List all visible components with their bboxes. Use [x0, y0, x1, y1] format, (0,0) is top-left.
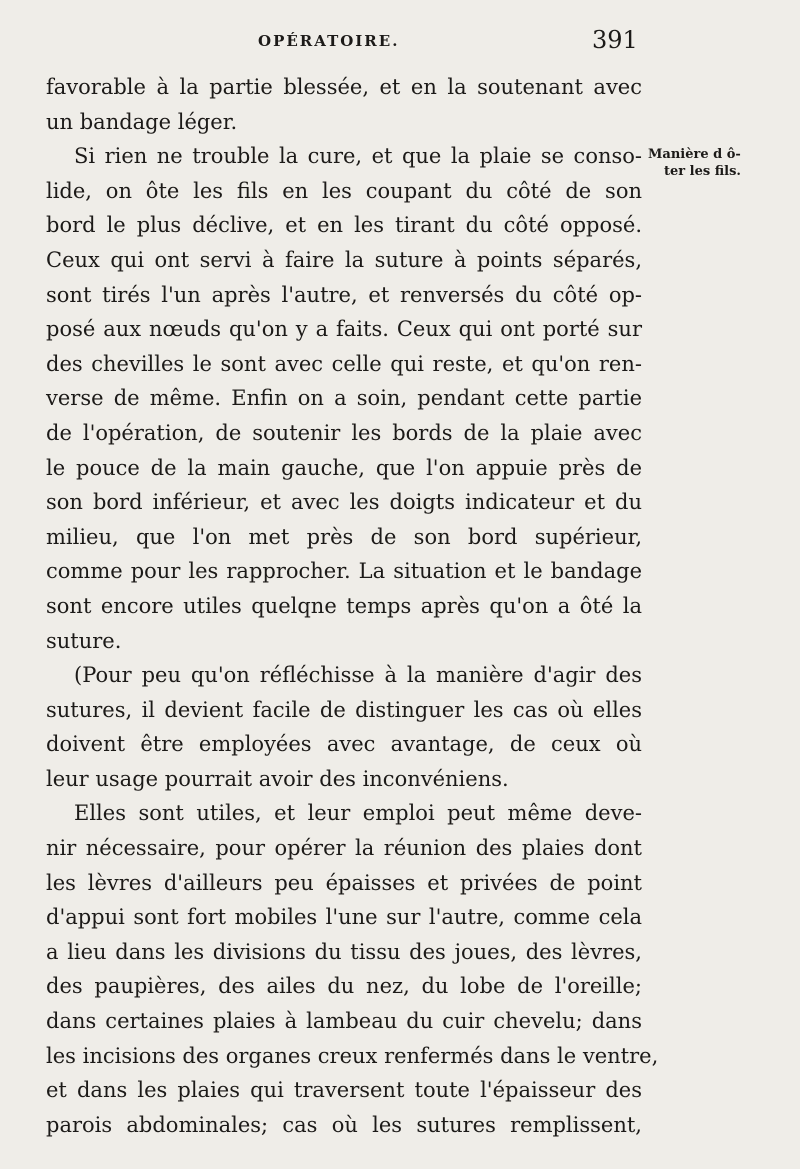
text-line: verse de même. Enfin on a soin, pendant cette partie: [46, 386, 642, 411]
text-line: dans certaines plaies à lambeau du cuir chevelu; dans: [46, 1009, 642, 1034]
margin-note-line: Manière d ô-: [648, 147, 741, 162]
text-line: a lieu dans les divisions du tissu des joues, des lèvres,: [46, 939, 642, 964]
running-title: OPÉRATOIRE.: [258, 32, 400, 50]
text-line: leur usage pourrait avoir des inconvéniens.: [46, 766, 509, 791]
page-number: 391: [592, 26, 638, 54]
text-line: un bandage léger.: [46, 109, 238, 134]
text-line: d'appui sont fort mobiles l'une sur l'autre, comme cela: [46, 905, 642, 930]
text-line: posé aux nœuds qu'on y a faits. Ceux qui ont porté sur: [46, 317, 642, 342]
text-line: Ceux qui ont servi à faire la suture à points séparés,: [46, 247, 642, 272]
body-text: [46, 70, 659, 1142]
text-line: les incisions des organes creux renfermés dans le ventre,: [46, 1043, 659, 1068]
text-line: Si rien ne trouble la cure, et que la plaie se conso-: [74, 144, 642, 169]
text-line: les lèvres d'ailleurs peu épaisses et privées de point: [46, 870, 642, 895]
text-line: doivent être employées avec avantage, de ceux où: [46, 732, 642, 757]
text-line: (Pour peu qu'on réfléchisse à la manière d'agir des: [74, 663, 642, 688]
text-line: nir nécessaire, pour opérer la réunion des plaies dont: [46, 836, 642, 861]
text-line: Elles sont utiles, et leur emploi peut même deve-: [74, 801, 642, 826]
margin-note-line: ter les fils.: [664, 164, 741, 179]
text-line: sont encore utiles quelqne temps après qu'on a ôté la: [46, 593, 642, 618]
text-line: et dans les plaies qui traversent toute l'épaisseur des: [46, 1078, 642, 1103]
text-line: parois abdominales; cas où les sutures remplissent,: [46, 1112, 642, 1137]
text-line: sont tirés l'un après l'autre, et renversés du côté op-: [46, 282, 642, 307]
text-line: des chevilles le sont avec celle qui reste, et qu'on ren-: [46, 351, 642, 376]
text-line: de l'opération, de soutenir les bords de la plaie avec: [46, 420, 642, 445]
text-line: milieu, que l'on met près de son bord supérieur,: [46, 524, 642, 549]
text-line: suture.: [46, 628, 122, 653]
text-line: lide, on ôte les fils en les coupant du côté de son: [46, 178, 642, 203]
text-line: son bord inférieur, et avec les doigts indicateur et du: [46, 490, 642, 515]
text-line: le pouce de la main gauche, que l'on appuie près de: [46, 455, 642, 480]
text-line: des paupières, des ailes du nez, du lobe de l'oreille;: [46, 974, 642, 999]
text-line: favorable à la partie blessée, et en la soutenant avec: [46, 75, 642, 99]
text-line: sutures, il devient facile de distinguer les cas où elles: [46, 697, 642, 722]
text-line: bord le plus déclive, et en les tirant du côté opposé.: [46, 213, 642, 238]
margin-note: [648, 146, 768, 180]
text-line: comme pour les rapprocher. La situation et le bandage: [46, 559, 642, 584]
